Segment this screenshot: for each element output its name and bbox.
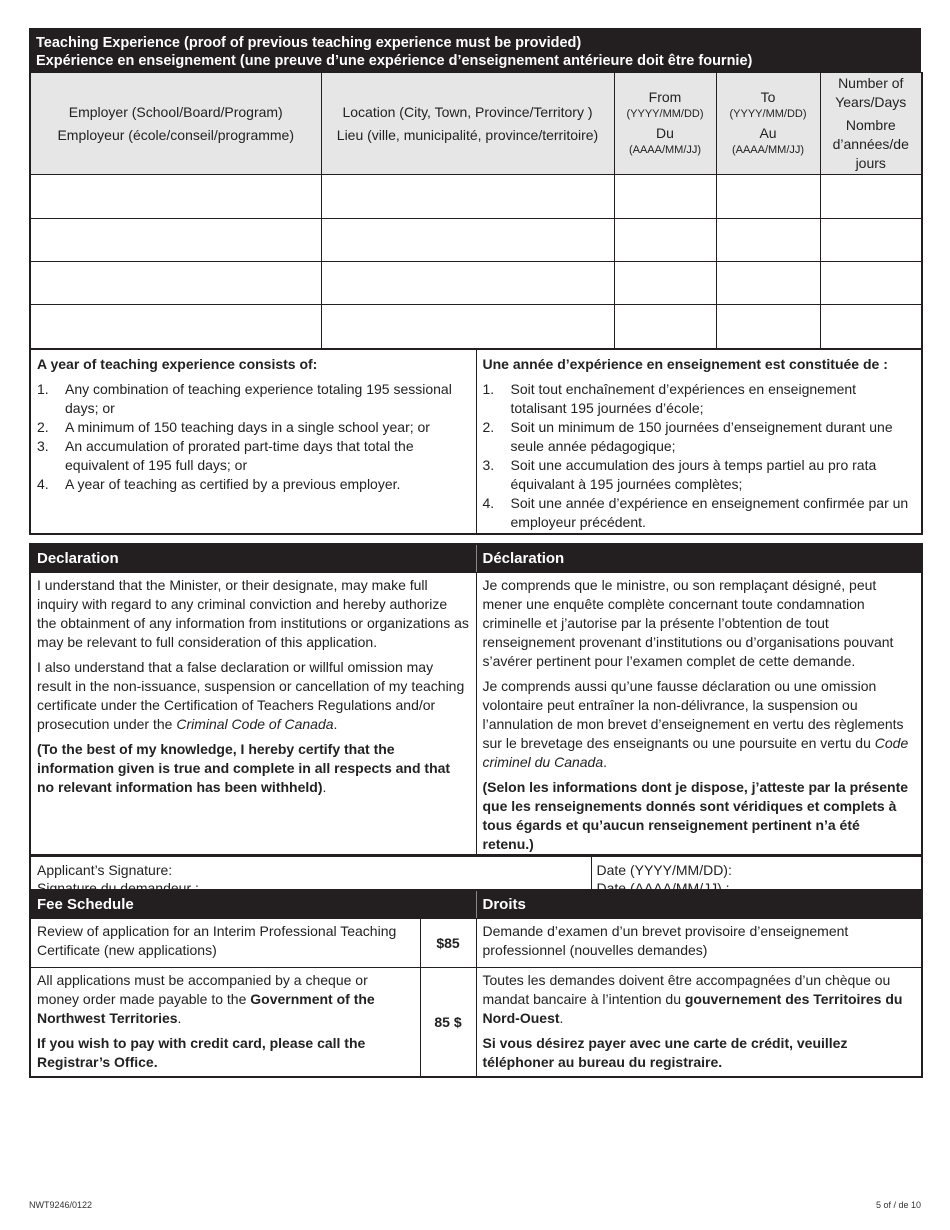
date-label-fr: Date (AAAA/MM/JJ) : — [596, 879, 730, 896]
employer-input[interactable] — [30, 219, 321, 262]
col-to-fr: Au — [759, 124, 777, 141]
fee-schedule-title-fr: Droits — [476, 890, 922, 918]
from-date-input[interactable] — [614, 305, 716, 349]
declaration-text-en — [30, 572, 476, 855]
fee-row1-amount: $85 — [420, 918, 476, 967]
signature-label-en: Applicant’s Signature: — [37, 861, 173, 878]
list-item: 4. Soit une année d’expérience en enseignement confirmée par un employeur précédent. — [482, 495, 909, 530]
col-from-fr: Du — [656, 124, 674, 141]
teaching-experience-header — [29, 28, 921, 72]
from-date-input[interactable] — [614, 219, 716, 262]
col-location-en: Location (City, Town, Province/Territory ) — [342, 103, 593, 120]
years-days-input[interactable] — [820, 175, 922, 219]
date-label-en: Date (YYYY/MM/DD): — [596, 861, 732, 878]
table-row — [30, 262, 922, 305]
year-definition-heading-en: A year of teaching experience consists of: — [37, 356, 318, 372]
to-date-input[interactable] — [716, 175, 820, 219]
table-row — [30, 918, 922, 967]
col-to-fmt-fr: (AAAA/MM/JJ) — [731, 143, 805, 156]
col-from-header — [614, 73, 716, 175]
table-row — [30, 967, 922, 1077]
form-id: NWT9246/0122 — [29, 1200, 93, 1210]
employer-input[interactable] — [30, 175, 321, 219]
declaration-p2-fr: Je comprends aussi qu’une fausse déclaration ou une omission volontaire peut entraîner la non-délivrance, la suspension ou l’annulation de mon brevet d’enseignement en vertu des règlements sur le brevetage des enseignants ou une poursuite en vertu du Code criminel du Canada. — [482, 677, 909, 770]
years-days-input[interactable] — [820, 305, 922, 349]
col-years-header — [820, 73, 922, 175]
list-item: 4. A year of teaching as certified by a previous employer. — [37, 476, 401, 492]
fee-row1-en: Review of application for an Interim Professional Teaching Certificate (new applications) — [30, 918, 420, 967]
to-date-input[interactable] — [716, 305, 820, 349]
to-date-input[interactable] — [716, 219, 820, 262]
col-from-en: From — [648, 88, 682, 105]
signature-label-fr: Signature du demandeur : — [37, 879, 199, 896]
col-employer-en: Employer (School/Board/Program) — [68, 103, 283, 120]
list-item: 1. Soit tout enchaînement d’expériences en enseignement totalisant 195 journées d’école; — [482, 381, 857, 416]
teaching-title-en: Teaching Experience (proof of previous teaching experience must be provided) — [36, 35, 582, 51]
list-item: 2. A minimum of 150 teaching days in a single school year; or — [37, 419, 430, 435]
fee-schedule-section — [29, 889, 921, 1078]
table-row — [30, 219, 922, 262]
from-date-input[interactable] — [614, 262, 716, 305]
location-input[interactable] — [321, 175, 614, 219]
fee-row2-en: All applications must be accompanied by a cheque or money order made payable to the Government of the Northwest Territories. If you wish to pay with credit card, please call the Registrar’s Office. — [30, 967, 420, 1077]
declaration-p3-fr: (Selon les informations dont je dispose, j’atteste par la présente que les renseignements donnés sont véridiques et complets à tous égards et qu’aucun renseignement pertinent n’a été retenu.) — [482, 778, 909, 852]
col-from-fmt-fr: (AAAA/MM/JJ) — [628, 143, 702, 156]
col-employer-fr: Employeur (école/conseil/programme) — [57, 126, 295, 143]
declaration-title-fr: Déclaration — [476, 544, 922, 572]
years-days-input[interactable] — [820, 219, 922, 262]
year-definition-en — [30, 349, 476, 535]
declaration-p1-fr: Je comprends que le ministre, ou son remplaçant désigné, peut mener une enquête complète concernant toute condamnation criminelle et j’autorise par la présente l’obtention de tout renseignement provenant d’institutions ou d’organisations pouvant s’avérer pertinent pour l’examen complet de cette demande. — [482, 576, 894, 669]
teaching-experience-table — [29, 72, 921, 350]
declaration-section — [29, 543, 921, 903]
fee-row2-amount: 85 $ — [420, 967, 476, 1077]
declaration-title-en: Declaration — [30, 544, 476, 572]
col-to-fmt-en: (YYYY/MM/DD) — [729, 107, 807, 120]
year-definition-section — [29, 348, 921, 535]
col-to-en: To — [760, 88, 776, 105]
fee-row2-fr: Toutes les demandes doivent être accompagnées d’un chèque ou mandat bancaire à l’intention du gouvernement des Territoires du Nord-Ouest. Si vous désirez payer avec une carte de crédit, veuillez téléphoner au bureau du registraire. — [476, 967, 922, 1077]
list-item: 1. Any combination of teaching experience totaling 195 sessional days; or — [37, 381, 452, 416]
list-item: 3. Soit une accumulation des jours à temps partiel au pro rata équivalant à 195 journées complètes; — [482, 457, 877, 492]
from-date-input[interactable] — [614, 175, 716, 219]
page-number: 5 of / de 10 — [875, 1200, 921, 1210]
year-definition-fr — [476, 349, 922, 535]
declaration-text-fr — [476, 572, 922, 855]
table-row — [30, 175, 922, 219]
location-input[interactable] — [321, 219, 614, 262]
location-input[interactable] — [321, 262, 614, 305]
col-years-en: Number of Years/Days — [835, 75, 907, 110]
table-row — [30, 305, 922, 349]
years-days-input[interactable] — [820, 262, 922, 305]
declaration-p1-en: I understand that the Minister, or their designate, may make full inquiry with regard to any criminal conviction and hereby authorize the obtainment of any information from institutions or organizations as may be relevant to full consideration of this application. — [37, 576, 469, 650]
employer-input[interactable] — [30, 305, 321, 349]
fee-schedule-title-en: Fee Schedule — [30, 890, 476, 918]
year-definition-heading-fr: Une année d’expérience en enseignement est constituée de : — [482, 356, 888, 372]
col-employer-header — [30, 73, 321, 175]
declaration-p3-en: (To the best of my knowledge, I hereby certify that the information given is true and complete in all respects and that no relevant information has been withheld). — [37, 740, 451, 795]
location-input[interactable] — [321, 305, 614, 349]
col-to-header — [716, 73, 820, 175]
teaching-title-fr: Expérience en enseignement (une preuve d’une expérience d’enseignement antérieure doit être fournie) — [36, 53, 753, 69]
col-years-fr: Nombre d’années/de jours — [832, 117, 909, 171]
employer-input[interactable] — [30, 262, 321, 305]
col-location-header — [321, 73, 614, 175]
to-date-input[interactable] — [716, 262, 820, 305]
fee-row1-fr: Demande d’examen d’un brevet provisoire d’enseignement professionnel (nouvelles demandes) — [476, 918, 922, 967]
list-item: 3. An accumulation of prorated part-time days that total the equivalent of 195 full days; or — [37, 438, 414, 473]
col-from-fmt-en: (YYYY/MM/DD) — [626, 107, 704, 120]
col-location-fr: Lieu (ville, municipalité, province/territoire) — [336, 126, 599, 143]
list-item: 2. Soit un minimum de 150 journées d’enseignement durant une seule année pédagogique; — [482, 419, 893, 454]
declaration-p2-en: I also understand that a false declaration or willful omission may result in the non-issuance, suspension or cancellation of my teaching certificate under the Certification of Teachers Regulations and/or prosecution under the Criminal Code of Canada. — [37, 658, 465, 732]
